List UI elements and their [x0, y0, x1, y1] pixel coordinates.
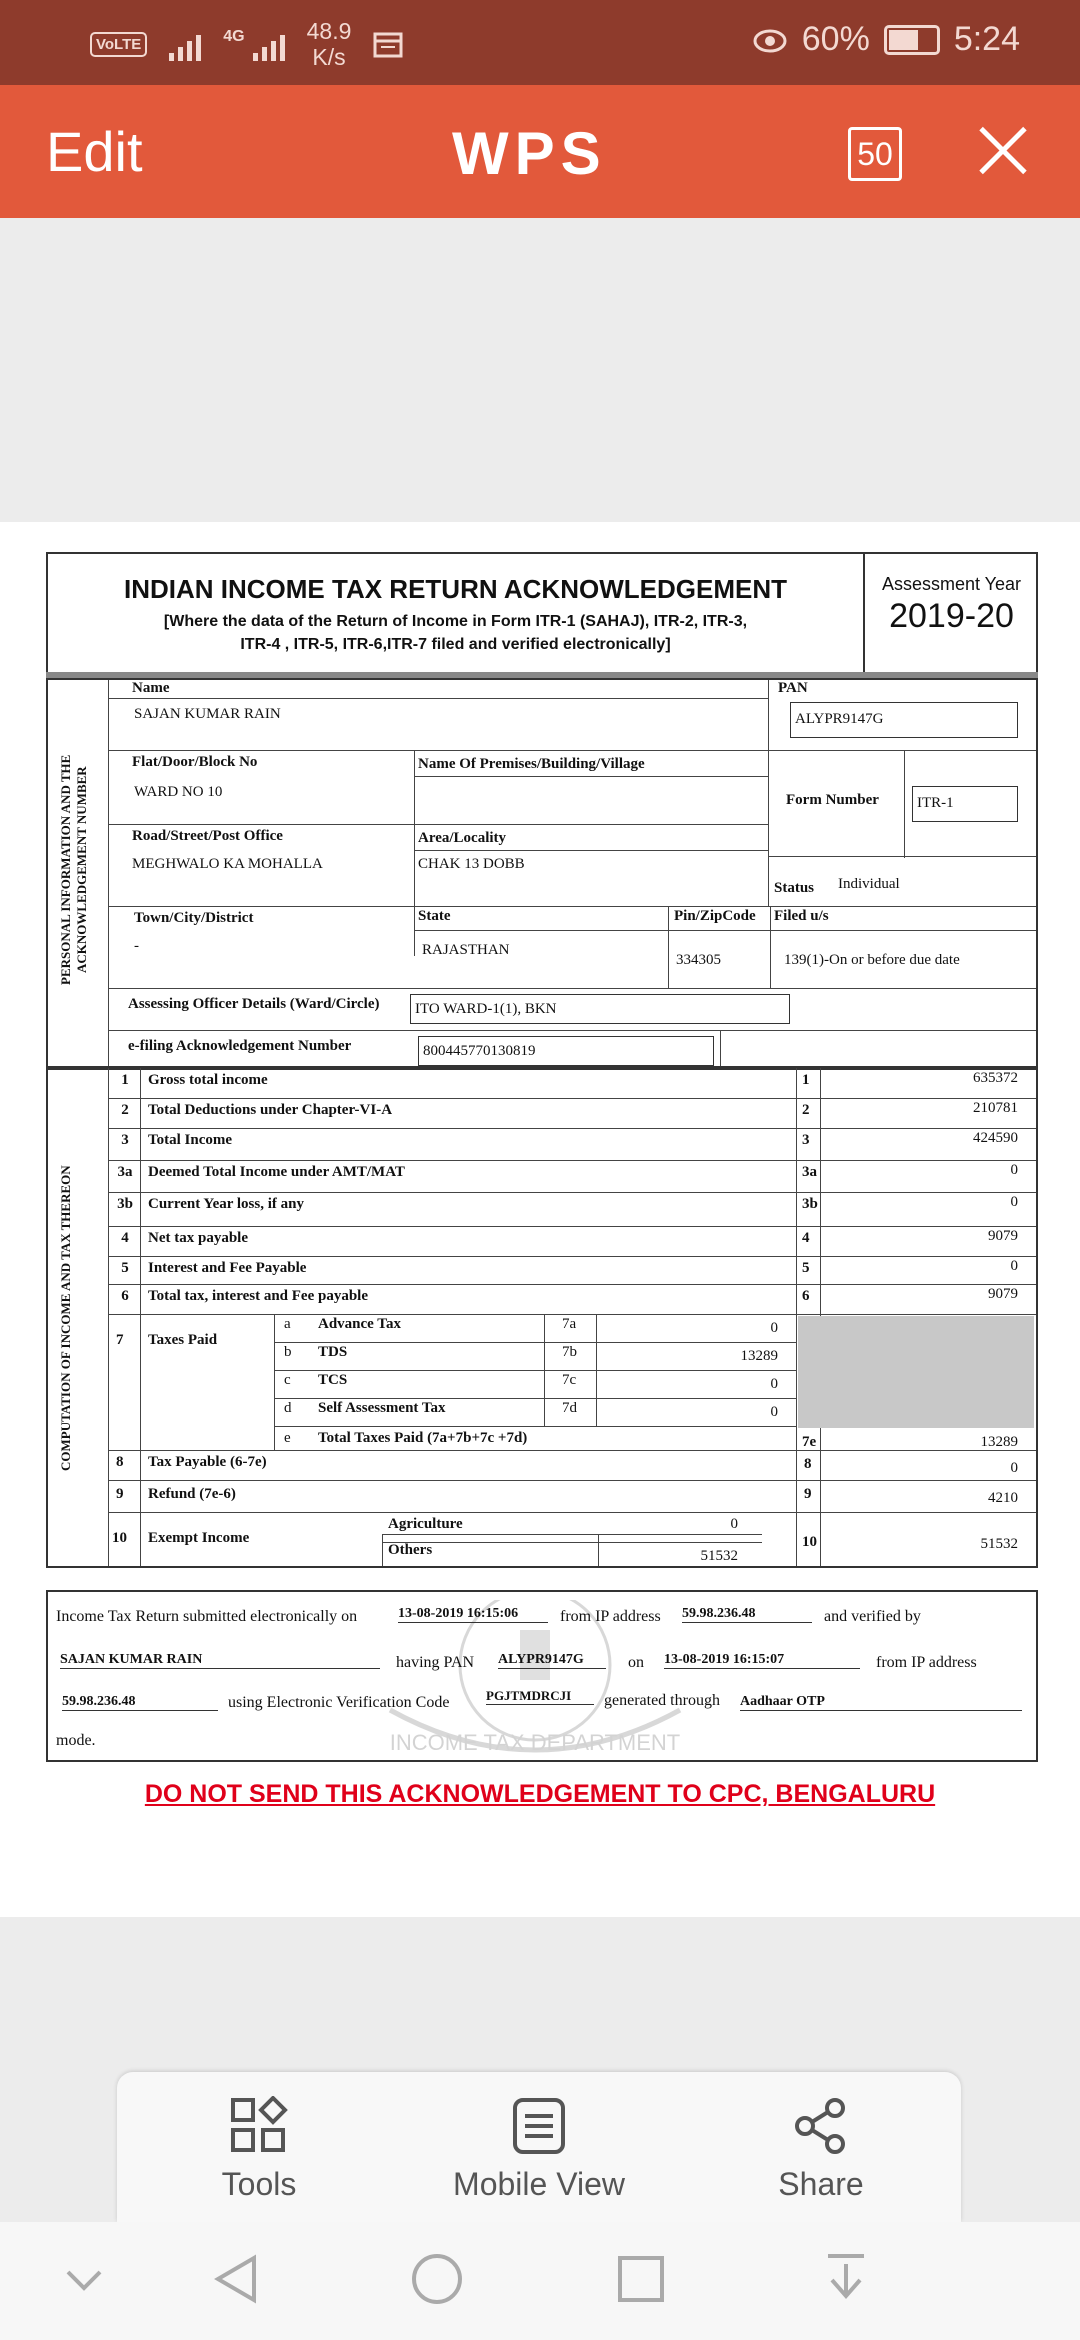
tax-paid-value: 0 [770, 1320, 778, 1336]
tax-paid-letter: a [284, 1316, 291, 1332]
mobile-view-icon [509, 2096, 569, 2156]
income-row-no: 5 [121, 1260, 129, 1276]
pan-label: PAN [778, 680, 808, 696]
row-divider [108, 1226, 1036, 1227]
row-10-no: 10 [112, 1530, 127, 1546]
doc-header [46, 552, 1038, 674]
assessment-year-value: 2019-20 [889, 597, 1014, 635]
row-7-label: Taxes Paid [148, 1332, 218, 1348]
income-row-value: 0 [1010, 1258, 1018, 1274]
income-row-no: 3 [121, 1132, 129, 1148]
tax-paid-code: 7a [562, 1316, 577, 1332]
row-7-no: 7 [116, 1332, 124, 1348]
row-10-label: Exempt Income [148, 1530, 250, 1546]
tax-paid-value: 0 [770, 1376, 778, 1392]
tax-paid-code: 7b [562, 1344, 577, 1360]
income-row-value: 424590 [973, 1130, 1018, 1146]
verify-text-7: using Electronic Verification Code [228, 1694, 450, 1711]
income-row-value: 9079 [988, 1228, 1018, 1244]
tax-paid-value: 13289 [740, 1348, 778, 1364]
others-value: 51532 [700, 1548, 738, 1564]
mobile-view-label: Mobile View [453, 2166, 625, 2202]
flat-value: WARD NO 10 [134, 784, 223, 800]
verify-date-1: 13-08-2019 16:15:06 [398, 1606, 548, 1623]
income-row-value: 0 [1010, 1194, 1018, 1210]
row-7e-value: 13289 [980, 1434, 1018, 1450]
income-row-no: 4 [121, 1230, 129, 1246]
income-row-value: 0 [1010, 1162, 1018, 1178]
verify-text-6: from IP address [876, 1654, 977, 1671]
verify-text-4: having PAN [396, 1654, 475, 1671]
verify-evc: PGJTMDRCJI [486, 1688, 594, 1705]
income-row-label: Gross total income [148, 1072, 268, 1088]
network-type: 4G [223, 28, 245, 45]
income-row-label: Total tax, interest and Fee payable [148, 1288, 368, 1304]
state-label: State [418, 908, 451, 924]
row-divider [108, 1284, 1036, 1285]
tax-paid-label: Self Assessment Tax [318, 1400, 446, 1416]
verify-method: Aadhaar OTP [740, 1694, 1022, 1711]
row-10-code: 10 [802, 1534, 817, 1550]
calendar-icon [373, 29, 403, 59]
income-row-label: Total Income [148, 1132, 233, 1148]
share-button[interactable] [721, 2096, 921, 2203]
row-8-code: 8 [804, 1456, 812, 1472]
form-number-label: Form Number [786, 792, 879, 808]
close-icon[interactable] [978, 125, 1028, 175]
battery-icon [884, 25, 940, 55]
verification-box [46, 1590, 1038, 1762]
share-icon [791, 2096, 851, 2156]
income-row-label: Total Deductions under Chapter-VI-A [148, 1102, 393, 1118]
status-value: Individual [838, 876, 900, 892]
row-8-no: 8 [116, 1454, 124, 1470]
tax-paid-label: TDS [318, 1344, 348, 1360]
tax-paid-label: Advance Tax [318, 1316, 401, 1332]
verify-name: SAJAN KUMAR RAIN [60, 1652, 380, 1669]
row-7e-code: 7e [802, 1434, 817, 1450]
share-label: Share [778, 2166, 864, 2202]
assessment-year-label: Assessment Year [881, 574, 1022, 594]
income-row-label: Interest and Fee Payable [148, 1260, 307, 1276]
redacted-area [798, 1316, 1034, 1428]
form-number-value: ITR-1 [912, 786, 1018, 822]
agriculture-value: 0 [730, 1516, 738, 1532]
clock: 5:24 [953, 20, 1020, 58]
income-row-code: 6 [802, 1288, 810, 1304]
income-row-no: 2 [121, 1102, 129, 1118]
personal-info-label: PERSONAL INFORMATION AND THE ACKNOWLEDGEMENT NUMBER [58, 754, 89, 986]
income-row-value: 9079 [988, 1286, 1018, 1302]
filed-label: Filed u/s [774, 908, 829, 924]
income-row-code: 3a [802, 1164, 817, 1180]
pin-value: 334305 [676, 952, 721, 968]
income-row-code: 1 [802, 1072, 810, 1088]
battery-percent: 60% [801, 20, 870, 58]
town-label: Town/City/District [134, 910, 254, 926]
row-divider [108, 1160, 1036, 1161]
row-9-value: 4210 [988, 1490, 1018, 1506]
income-row-label: Net tax payable [148, 1230, 248, 1246]
row-9-code: 9 [804, 1486, 812, 1502]
road-value: MEGHWALO KA MOHALLA [132, 856, 323, 872]
area-value: CHAK 13 DOBB [418, 856, 525, 872]
tax-paid-letter: b [284, 1344, 292, 1360]
tools-icon [229, 2096, 289, 2156]
area-label: Area/Locality [418, 830, 507, 846]
name-label: Name [132, 680, 170, 696]
eye-comfort-icon [752, 25, 788, 55]
bottom-tool-bar [117, 2072, 961, 2222]
tax-paid-letter: d [284, 1400, 292, 1416]
income-row-code: 4 [802, 1230, 810, 1246]
premises-label: Name Of Premises/Building/Village [418, 756, 645, 772]
app-bar [0, 85, 1080, 218]
personal-info-section [46, 678, 1038, 1070]
income-row-label: Current Year loss, if any [148, 1196, 304, 1212]
notification-pull-icon[interactable] [824, 2252, 868, 2302]
mobile-view-button[interactable] [439, 2096, 639, 2203]
verify-text-1: Income Tax Return submitted electronically on [56, 1608, 358, 1625]
verify-ip-2: 59.98.236.48 [62, 1694, 218, 1711]
ack-value: 800445770130819 [418, 1036, 714, 1066]
pin-label: Pin/ZipCode [674, 908, 756, 924]
row-divider [108, 1098, 1036, 1099]
chevron-down-icon[interactable] [62, 2258, 106, 2302]
income-row-code: 5 [802, 1260, 810, 1276]
row-divider [108, 1128, 1036, 1129]
row-9-label: Refund (7e-6) [148, 1486, 236, 1502]
home-icon[interactable] [410, 2252, 464, 2306]
recents-icon[interactable] [616, 2254, 666, 2304]
computation-section [46, 1066, 1038, 1568]
wps-logo: WPS [452, 120, 607, 187]
verify-date-2: 13-08-2019 16:15:07 [664, 1652, 860, 1669]
income-row-label: Deemed Total Income under AMT/MAT [148, 1164, 405, 1180]
row-7e-letter: e [284, 1430, 291, 1446]
state-value: RAJASTHAN [422, 942, 510, 958]
row-divider [108, 1192, 1036, 1193]
doc-subtitle: [Where the data of the Return of Income in Form ITR-1 (SAHAJ), ITR-2, ITR-3, ITR-4 , ITR-5, ITR-6,ITR-7 filed and verified electronically] [163, 613, 748, 653]
verify-text-3: and verified by [824, 1608, 921, 1625]
ack-label: e-filing Acknowledgement Number [128, 1038, 352, 1054]
watermark-text: INCOME TAX DEPARTMENT [389, 1730, 681, 1755]
tax-paid-value: 0 [770, 1404, 778, 1420]
signal-icon [169, 27, 201, 61]
agriculture-label: Agriculture [388, 1516, 463, 1532]
income-row-no: 3b [117, 1196, 133, 1212]
income-row-value: 210781 [973, 1100, 1018, 1116]
tools-button[interactable] [159, 2096, 359, 2203]
tax-paid-code: 7d [562, 1400, 577, 1416]
volte-icon: VoLTE [90, 32, 147, 57]
tools-label: Tools [221, 2166, 297, 2202]
ao-label: Assessing Officer Details (Ward/Circle) [128, 996, 380, 1012]
income-row-no: 3a [117, 1164, 133, 1180]
document-page [0, 522, 1080, 1917]
status-label: Status [774, 880, 815, 896]
row-8-label: Tax Payable (6-7e) [148, 1454, 267, 1470]
row-9-no: 9 [116, 1486, 124, 1502]
row-10-value: 51532 [980, 1536, 1018, 1552]
pan-value: ALYPR9147G [790, 702, 1018, 738]
income-row-value: 635372 [973, 1070, 1018, 1086]
edit-button[interactable]: Edit [46, 120, 143, 183]
income-row-code: 3b [802, 1196, 818, 1212]
town-value: - [134, 938, 139, 954]
row-divider [108, 1256, 1036, 1257]
name-value: SAJAN KUMAR RAIN [134, 706, 281, 722]
income-row-no: 1 [121, 1072, 129, 1088]
row-7e-label: Total Taxes Paid (7a+7b+7c +7d) [318, 1430, 528, 1446]
signal-icon-2 [253, 27, 285, 61]
computation-label: COMPUTATION OF INCOME AND TAX THEREON [58, 1165, 73, 1471]
filed-value: 139(1)-On or before due date [784, 952, 960, 968]
income-row-code: 3 [802, 1132, 810, 1148]
tax-paid-letter: c [284, 1372, 291, 1388]
ao-value: ITO WARD-1(1), BKN [410, 994, 790, 1024]
verify-text-9: mode. [56, 1732, 96, 1749]
back-icon[interactable] [210, 2252, 264, 2306]
page-count-button[interactable]: 50 [848, 127, 902, 181]
status-bar [0, 0, 1080, 85]
tax-paid-code: 7c [562, 1372, 577, 1388]
tax-paid-label: TCS [318, 1372, 348, 1388]
verify-text-8: generated through [604, 1692, 720, 1709]
row-8-value: 0 [1010, 1460, 1018, 1476]
verify-text-2: from IP address [560, 1608, 661, 1625]
others-label: Others [388, 1542, 433, 1558]
verify-pan: ALYPR9147G [498, 1652, 606, 1669]
flat-label: Flat/Door/Block No [132, 754, 258, 770]
warning-text: DO NOT SEND THIS ACKNOWLEDGEMENT TO CPC, BENGALURU [144, 1780, 936, 1808]
doc-title: INDIAN INCOME TAX RETURN ACKNOWLEDGEMENT [124, 574, 787, 604]
income-row-code: 2 [802, 1102, 810, 1118]
network-speed: 48.9 K/s [306, 18, 352, 70]
income-row-no: 6 [121, 1288, 129, 1304]
verify-ip-1: 59.98.236.48 [682, 1606, 812, 1623]
system-nav-bar [0, 2222, 1080, 2340]
verify-text-5: on [628, 1654, 644, 1671]
assessment-year-box [863, 554, 1038, 672]
road-label: Road/Street/Post Office [132, 828, 283, 844]
